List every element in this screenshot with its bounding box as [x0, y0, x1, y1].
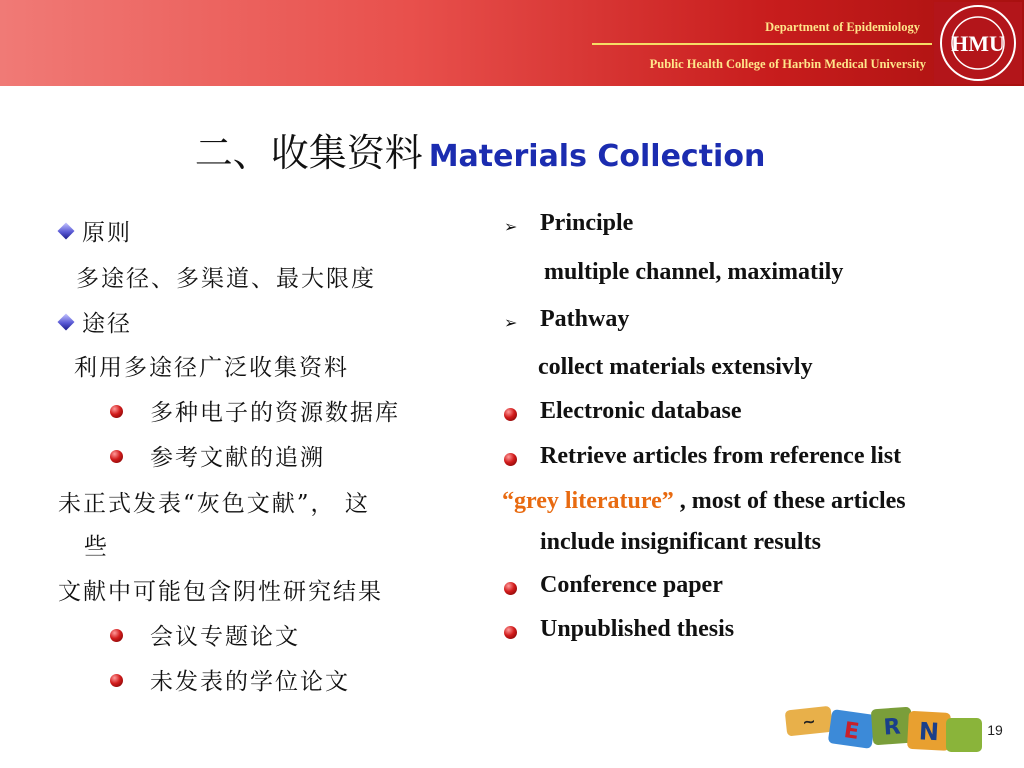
logo-text: HMU	[951, 31, 1005, 56]
svg-text:R: R	[882, 714, 902, 741]
grey-literature-cn-line2: 些	[84, 534, 109, 560]
principle-text-en: multiple channel, maximatily	[544, 259, 844, 285]
grey-literature-en-line2: include insignificant results	[540, 529, 821, 555]
header-divider	[592, 43, 932, 45]
principle-text-cn: 多途径、多渠道、最大限度	[76, 266, 376, 292]
pathway-heading-cn: 途径	[60, 305, 132, 338]
bullet-reference-cn: 参考文献的追溯	[150, 445, 325, 471]
principle-heading-en: Principle	[540, 210, 634, 236]
diamond-bullet-icon	[58, 314, 75, 331]
red-bullet-icon	[504, 408, 517, 421]
pathway-heading-en: Pathway	[540, 306, 630, 332]
svg-text:N: N	[918, 717, 940, 747]
grey-literature-cn-line1: 未正式发表“灰色文献”， 这	[58, 491, 370, 517]
bullet-electronic-cn: 多种电子的资源数据库	[150, 400, 400, 426]
red-bullet-icon	[110, 674, 123, 687]
department-label: Department of Epidemiology	[765, 20, 920, 34]
red-bullet-icon	[504, 453, 517, 466]
bullet-electronic-en: Electronic database	[540, 398, 742, 424]
red-bullet-icon	[110, 405, 123, 418]
header-banner	[0, 0, 1024, 86]
principle-heading-cn: 原则	[60, 214, 132, 247]
arrow-bullet-icon: ➢	[504, 217, 518, 236]
svg-text:~: ~	[801, 711, 817, 732]
grey-literature-en-line1: “grey literature” , most of these articles	[502, 488, 906, 514]
red-bullet-icon	[504, 582, 517, 595]
svg-text:E: E	[842, 718, 861, 745]
bullet-reference-en: Retrieve articles from reference list	[540, 443, 902, 469]
grey-literature-highlight: “grey literature”	[502, 488, 674, 514]
diamond-bullet-icon	[58, 223, 75, 240]
arrow-bullet-icon: ➢	[504, 313, 518, 332]
pathway-text-en: collect materials extensivly	[538, 354, 813, 380]
red-bullet-icon	[110, 450, 123, 463]
pathway-text-cn: 利用多途径广泛收集资料	[74, 355, 349, 381]
college-label: Public Health College of Harbin Medical University	[649, 57, 926, 71]
puzzle-learn-graphic	[780, 698, 990, 756]
page-number: 19	[987, 722, 1003, 738]
bullet-thesis-cn: 未发表的学位论文	[150, 669, 350, 695]
bullet-conference-cn: 会议专题论文	[150, 624, 300, 650]
university-logo	[934, 2, 1022, 84]
bullet-thesis-en: Unpublished thesis	[540, 616, 735, 642]
title-chinese: 二、收集资料	[194, 131, 423, 175]
slide-title	[0, 122, 960, 177]
grey-literature-cn-line3: 文献中可能包含阴性研究结果	[58, 579, 383, 605]
title-english: Materials Collection	[428, 139, 766, 174]
red-bullet-icon	[504, 626, 517, 639]
bullet-conference-en: Conference paper	[540, 572, 723, 598]
red-bullet-icon	[110, 629, 123, 642]
